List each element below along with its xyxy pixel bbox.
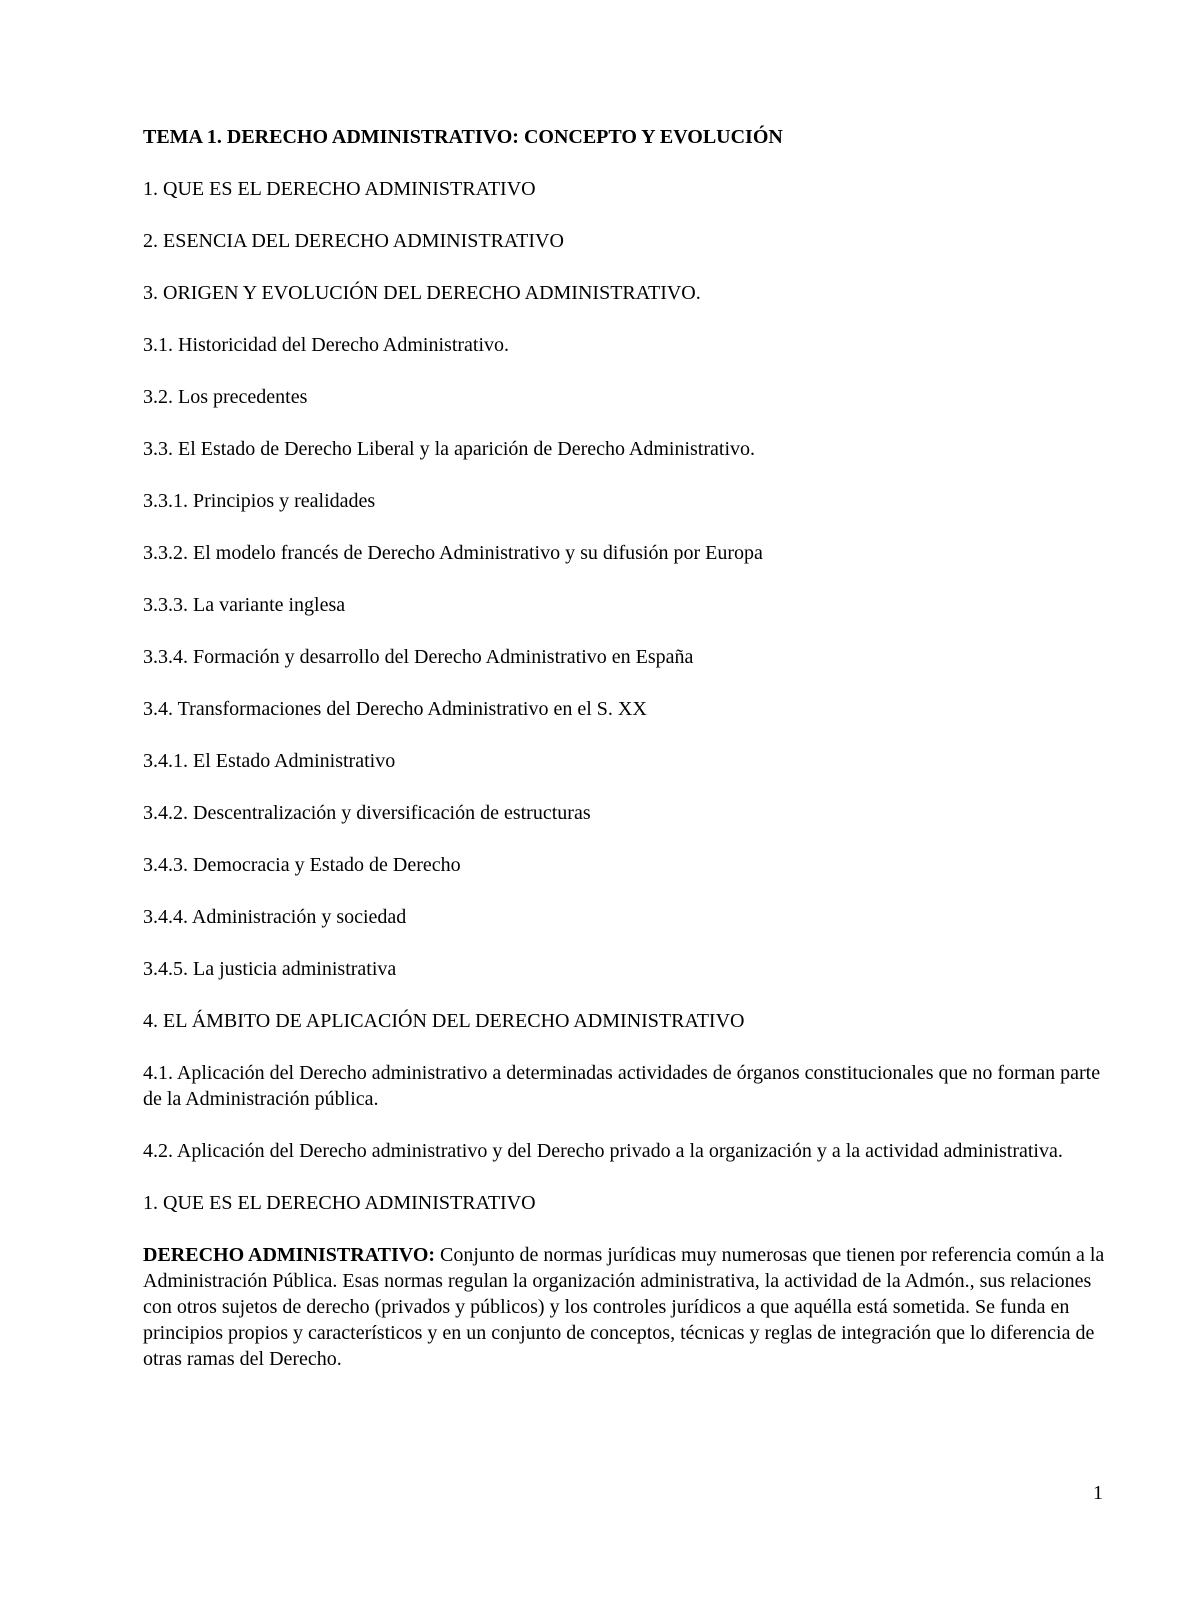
outline-item: 2. ESENCIA DEL DERECHO ADMINISTRATIVO: [143, 230, 564, 252]
outline-item: 4. EL ÁMBITO DE APLICACIÓN DEL DERECHO ADMINISTRATIVO: [143, 1010, 745, 1032]
outline-item: 3. ORIGEN Y EVOLUCIÓN DEL DERECHO ADMINISTRATIVO.: [143, 282, 701, 304]
outline-item: 3.3.1. Principios y realidades: [143, 490, 376, 512]
outline-item: 3.4. Transformaciones del Derecho Administrativo en el S. XX: [143, 698, 647, 720]
outline-item: 4.1. Aplicación del Derecho administrativo a determinadas actividades de órganos constitucionales que no forman parte de la Administración pública.: [143, 1062, 1101, 1110]
document-title: TEMA 1. DERECHO ADMINISTRATIVO: CONCEPTO Y EVOLUCIÓN: [143, 126, 783, 148]
outline-item: 3.3.3. La variante inglesa: [143, 594, 346, 616]
outline-item: 3.4.3. Democracia y Estado de Derecho: [143, 854, 461, 876]
document-content: [143, 124, 1113, 1398]
definition-paragraph: [143, 1242, 1113, 1372]
outline-item: 3.1. Historicidad del Derecho Administrativo.: [143, 334, 510, 356]
outline-item: 3.3.4. Formación y desarrollo del Derecho Administrativo en España: [143, 646, 694, 668]
outline-item: 3.3.2. El modelo francés de Derecho Administrativo y su difusión por Europa: [143, 542, 763, 564]
outline-item: 4.2. Aplicación del Derecho administrativo y del Derecho privado a la organización y a la actividad administrativa.: [143, 1140, 1063, 1162]
section-heading: 1. QUE ES EL DERECHO ADMINISTRATIVO: [143, 1192, 536, 1214]
outline-item: 3.3. El Estado de Derecho Liberal y la aparición de Derecho Administrativo.: [143, 438, 756, 460]
outline-item: 3.4.2. Descentralización y diversificación de estructuras: [143, 802, 591, 824]
definition-text: Conjunto de normas jurídicas muy numerosas que tienen por referencia común a la Administración Pública. Esas normas regulan la organización administrativa, la actividad de la Admón., sus relaciones con otros sujetos de derecho (privados y públicos) y los controles jurídicos a que aquélla está sometida. Se funda en principios propios y característicos y en un conjunto de conceptos, técnicas y reglas de integración que lo diferencia de otras ramas del Derecho.: [143, 1244, 1105, 1370]
outline-item: 3.2. Los precedentes: [143, 386, 308, 408]
definition-term: DERECHO ADMINISTRATIVO:: [143, 1244, 436, 1266]
page-number: 1: [1093, 1482, 1103, 1504]
outline-item: 1. QUE ES EL DERECHO ADMINISTRATIVO: [143, 178, 536, 200]
outline-item: 3.4.5. La justicia administrativa: [143, 958, 397, 980]
outline-item: 3.4.1. El Estado Administrativo: [143, 750, 396, 772]
outline-item: 3.4.4. Administración y sociedad: [143, 906, 407, 928]
